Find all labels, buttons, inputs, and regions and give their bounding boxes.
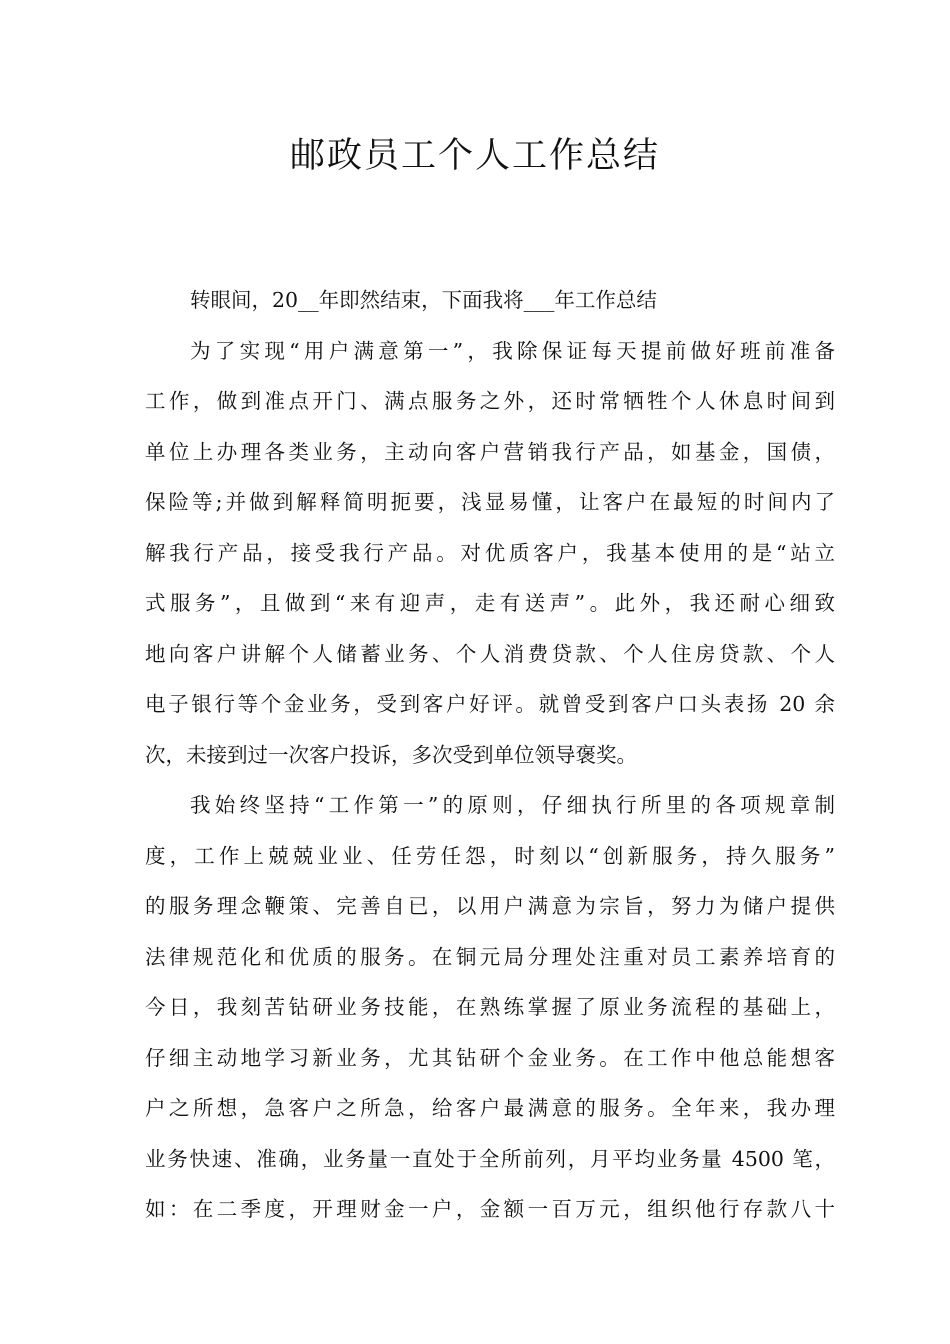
text-line: 仔细主动地学习新业务，尤其钻研个金业务。在工作中他总能想客 — [145, 1045, 835, 1070]
text-line: 我始终坚持“工作第一”的原则，仔细执行所里的各项规章制 — [190, 793, 835, 817]
text-line: 户之所想，急客户之所急，给客户最满意的服务。全年来，我办理 — [145, 1096, 835, 1120]
text-line: 工作，做到准点开门、满点服务之外，还时常牺牲个人休息时间到 — [145, 389, 835, 413]
text-line: 次，未接到过一次客户投诉，多次受到单位领导褒奖。 — [145, 742, 637, 767]
document-title: 邮政员工个人工作总结 — [289, 136, 660, 176]
text-line: 地向客户讲解个人储蓄业务、个人消费贷款、个人住房贷款、个人 — [145, 641, 835, 666]
text-line: 今日，我刻苦钻研业务技能，在熟练掌握了原业务流程的基础上， — [145, 995, 835, 1019]
document-body — [145, 282, 835, 1242]
text-line: 的服务理念鞭策、完善自已，以用户满意为宗旨，努力为储户提供 — [145, 894, 835, 918]
text-line: 单位上办理各类业务，主动向客户营销我行产品，如基金，国债， — [145, 439, 835, 464]
text-line: 解我行产品，接受我行产品。对优质客户，我基本使用的是“站立 — [145, 540, 835, 565]
text-line: 保险等;并做到解释简明扼要，浅显易懂，让客户在最短的时间内了 — [145, 490, 835, 514]
text-line: 式服务”，且做到“来有迎声，走有送声”。此外，我还耐心细致 — [145, 591, 835, 615]
text-line: 法律规范化和优质的服务。在铜元局分理处注重对员工素养培育的 — [145, 944, 835, 969]
text-line: 转眼间，20__年即然结束，下面我将___年工作总结 — [190, 288, 657, 312]
text-line: 如：在二季度，开理财金一户，金额一百万元，组织他行存款八十 — [145, 1197, 835, 1221]
text-line: 业务快速、准确，业务量一直处于全所前列，月平均业务量 4500 笔， — [145, 1146, 835, 1171]
text-line: 为了实现“用户满意第一”，我除保证每天提前做好班前准备 — [190, 338, 835, 363]
text-line: 度，工作上兢兢业业、任劳任怨，时刻以“创新服务，持久服务” — [145, 843, 835, 868]
text-line: 电子银行等个金业务，受到客户好评。就曾受到客户口头表扬 20 余 — [145, 692, 835, 716]
